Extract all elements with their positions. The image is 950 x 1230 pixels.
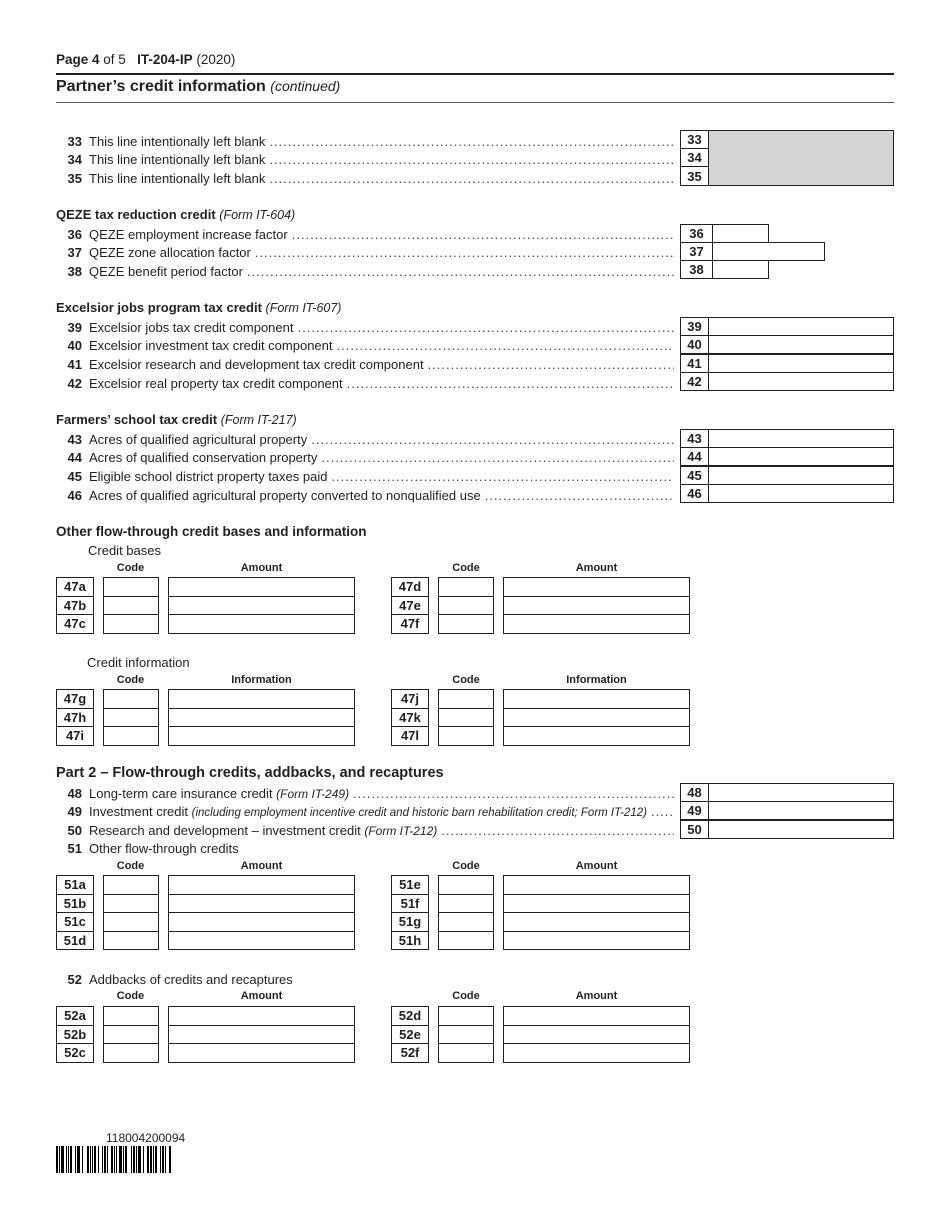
box-label-44: 44 [680, 447, 709, 466]
line-label: Research and development – investment credit [89, 822, 361, 838]
page-header [56, 52, 235, 67]
part2-heading: Part 2 – Flow-through credits, addbacks, and recaptures [56, 765, 444, 781]
header-rule [56, 73, 894, 75]
box-label-42: 42 [680, 372, 709, 391]
line-number: 44 [67, 449, 82, 465]
amount-input[interactable] [503, 689, 690, 709]
box-label-40: 40 [680, 335, 709, 354]
amount-input[interactable] [168, 931, 355, 951]
page-title [56, 78, 340, 96]
code-input[interactable] [103, 875, 159, 895]
leader-dots [337, 338, 675, 353]
line-number: 37 [67, 244, 82, 260]
box-label-33: 33 [680, 130, 709, 149]
line-number: 51 [67, 840, 82, 856]
code-input[interactable] [438, 689, 494, 709]
input-46[interactable] [708, 484, 894, 503]
leader-dots [485, 488, 674, 503]
section-heading-excelsior [56, 300, 341, 315]
line-number: 45 [67, 468, 82, 484]
amount-input[interactable] [503, 708, 690, 728]
code-input[interactable] [438, 614, 494, 634]
grid-line-label: 51g [391, 912, 429, 932]
line-text: This line intentionally left blank [89, 151, 266, 167]
input-41[interactable] [708, 354, 894, 373]
code-input[interactable] [438, 1006, 494, 1026]
line-label: Long-term care insurance credit [89, 785, 273, 801]
input-42[interactable] [708, 372, 894, 391]
line-52 [56, 970, 674, 988]
code-input[interactable] [103, 1043, 159, 1063]
grid-line-label: 47i [56, 726, 94, 746]
amount-input[interactable] [168, 912, 355, 932]
line-number: 48 [67, 785, 82, 801]
grid-line-label: 51b [56, 894, 94, 914]
grid-line-label: 47h [56, 708, 94, 728]
code-input[interactable] [103, 1006, 159, 1026]
leader-dots [353, 786, 674, 801]
input-48[interactable] [708, 783, 894, 802]
leader-dots [441, 823, 674, 838]
amount-input[interactable] [503, 577, 690, 597]
code-input[interactable] [438, 931, 494, 951]
code-input[interactable] [438, 912, 494, 932]
box-label-46: 46 [680, 484, 709, 503]
code-input[interactable] [103, 726, 159, 746]
line-text: Acres of qualified conservation property [89, 449, 318, 465]
line-number: 34 [67, 151, 82, 167]
grid-line-label: 47g [56, 689, 94, 709]
col-header-code: Code [116, 990, 145, 1002]
line-number: 42 [67, 375, 82, 391]
leader-dots [269, 134, 674, 149]
form-year: (2020) [196, 52, 236, 67]
col-header-amount: Amount [575, 860, 618, 872]
leader-dots [269, 152, 674, 167]
input-36[interactable] [712, 224, 769, 243]
line-text [89, 786, 349, 801]
grid-line-label: 51c [56, 912, 94, 932]
box-label-39: 39 [680, 317, 709, 336]
credit-info-label: Credit information [87, 655, 190, 670]
line-46 [56, 486, 674, 504]
heading-form: (Form IT-217) [220, 413, 297, 427]
leader-dots [311, 432, 674, 447]
grid-line-label: 47a [56, 577, 94, 597]
line-number: 41 [67, 356, 82, 372]
amount-input[interactable] [503, 1043, 690, 1063]
line-44 [56, 448, 674, 466]
line-text: Other flow-through credits [89, 840, 239, 856]
line-36 [56, 225, 674, 243]
line-text: Excelsior investment tax credit component [89, 337, 333, 353]
grid-line-label: 51a [56, 875, 94, 895]
code-input[interactable] [438, 1043, 494, 1063]
amount-input[interactable] [168, 875, 355, 895]
line-number: 52 [67, 971, 82, 987]
amount-input[interactable] [168, 708, 355, 728]
col-header-code: Code [452, 562, 480, 574]
code-input[interactable] [438, 726, 494, 746]
amount-input[interactable] [168, 726, 355, 746]
line-text: Eligible school district property taxes paid [89, 468, 328, 484]
leader-dots [428, 357, 674, 372]
grid-line-label: 47j [391, 689, 429, 709]
grid-line-label: 51d [56, 931, 94, 951]
box-label-37: 37 [680, 242, 713, 261]
line-39 [56, 318, 674, 336]
line-40 [56, 336, 674, 354]
heading-text: Excelsior jobs program tax credit [56, 300, 262, 315]
input-43[interactable] [708, 429, 894, 448]
grid-line-label: 52e [391, 1025, 429, 1045]
leader-dots [269, 171, 674, 186]
amount-input[interactable] [168, 1025, 355, 1045]
code-input[interactable] [103, 596, 159, 616]
line-text [89, 823, 437, 838]
input-44[interactable] [708, 447, 894, 466]
line-text: QEZE benefit period factor [89, 263, 243, 279]
leader-dots [297, 320, 674, 335]
line-text: Excelsior research and development tax credit component [89, 356, 424, 372]
col-header-amount: Amount [240, 990, 283, 1002]
col-header-code: Code [116, 562, 145, 574]
line-51 [56, 839, 674, 857]
col-header-information: Information [566, 674, 627, 686]
amount-input[interactable] [503, 931, 690, 951]
line-text: Acres of qualified agricultural property converted to nonqualified use [89, 487, 481, 503]
box-label-49: 49 [680, 801, 709, 820]
code-input[interactable] [438, 596, 494, 616]
code-input[interactable] [103, 614, 159, 634]
heading-form: (Form IT-604) [219, 208, 296, 222]
input-40[interactable] [708, 335, 894, 354]
leader-dots [331, 469, 674, 484]
heading-text: Farmers’ school tax credit [56, 412, 218, 427]
heading-text: QEZE tax reduction credit [56, 207, 216, 222]
line-33 [56, 132, 674, 150]
credit-bases-label: Credit bases [88, 543, 161, 558]
line-text: QEZE zone allocation factor [89, 244, 251, 260]
line-text: Addbacks of credits and recaptures [89, 971, 293, 987]
amount-input[interactable] [503, 726, 690, 746]
grid-line-label: 47l [391, 726, 429, 746]
page-count: of 5 [103, 52, 126, 67]
amount-input[interactable] [168, 1006, 355, 1026]
amount-input[interactable] [168, 689, 355, 709]
box-label-43: 43 [680, 429, 709, 448]
grid-line-label: 52f [391, 1043, 429, 1063]
grid-line-label: 47c [56, 614, 94, 634]
input-37[interactable] [712, 242, 825, 261]
title-main: Partner’s credit information [56, 78, 266, 95]
leader-dots [347, 376, 674, 391]
barcode-number: 118004200094 [106, 1131, 186, 1145]
box-label-38: 38 [680, 260, 713, 279]
line-text: Excelsior jobs tax credit component [89, 319, 294, 335]
leader-dots [651, 804, 674, 819]
line-form: (Form IT-212) [364, 823, 438, 838]
grid-line-label: 52d [391, 1006, 429, 1026]
grid-line-label: 47b [56, 596, 94, 616]
line-41 [56, 355, 674, 373]
title-rule [56, 102, 894, 103]
amount-input[interactable] [503, 912, 690, 932]
grid-line-label: 52c [56, 1043, 94, 1063]
leader-dots [255, 245, 674, 260]
amount-input[interactable] [168, 577, 355, 597]
input-38[interactable] [712, 260, 769, 279]
leader-dots [292, 227, 674, 242]
code-input[interactable] [438, 894, 494, 914]
code-input[interactable] [103, 912, 159, 932]
shaded-blank-box [708, 130, 894, 186]
section-heading-farmers [56, 412, 297, 427]
col-header-code: Code [116, 860, 145, 872]
line-number: 38 [67, 263, 82, 279]
col-header-code: Code [116, 674, 145, 686]
box-label-45: 45 [680, 466, 709, 485]
grid-line-label: 47e [391, 596, 429, 616]
amount-input[interactable] [168, 894, 355, 914]
col-header-code: Code [452, 674, 480, 686]
leader-dots [247, 264, 674, 279]
leader-dots [321, 450, 674, 465]
grid-line-label: 51h [391, 931, 429, 951]
line-49 [56, 802, 674, 820]
col-header-information: Information [231, 674, 292, 686]
line-number: 36 [67, 226, 82, 242]
line-42 [56, 374, 674, 392]
line-number: 35 [67, 170, 82, 186]
grid-line-label: 52b [56, 1025, 94, 1045]
grid-line-label: 47d [391, 577, 429, 597]
line-number: 49 [67, 803, 82, 819]
line-text: This line intentionally left blank [89, 133, 266, 149]
section-heading-other: Other flow-through credit bases and information [56, 524, 367, 539]
heading-form: (Form IT-607) [265, 301, 342, 315]
line-form: (Form IT-249) [276, 786, 350, 801]
col-header-amount: Amount [575, 562, 618, 574]
line-48 [56, 784, 674, 802]
line-form: (including employment incentive credit and historic barn rehabilitation credit; Form IT-212) [191, 806, 647, 819]
line-label: Investment credit [89, 803, 188, 819]
box-label-36: 36 [680, 224, 713, 243]
code-input[interactable] [103, 1025, 159, 1045]
code-input[interactable] [103, 708, 159, 728]
line-text: QEZE employment increase factor [89, 226, 288, 242]
box-label-48: 48 [680, 783, 709, 802]
input-39[interactable] [708, 317, 894, 336]
line-34 [56, 150, 674, 168]
box-label-34: 34 [680, 148, 709, 167]
col-header-code: Code [452, 860, 480, 872]
line-text: Acres of qualified agricultural property [89, 431, 308, 447]
grid-line-label: 51e [391, 875, 429, 895]
col-header-amount: Amount [575, 990, 618, 1002]
grid-line-label: 47f [391, 614, 429, 634]
line-number: 33 [67, 133, 82, 149]
box-label-35: 35 [680, 166, 709, 186]
code-input[interactable] [103, 931, 159, 951]
amount-input[interactable] [168, 596, 355, 616]
line-50 [56, 821, 674, 839]
line-number: 50 [67, 822, 82, 838]
code-input[interactable] [103, 689, 159, 709]
form-id: IT-204-IP [137, 52, 193, 67]
section-heading-qeze [56, 207, 295, 222]
line-45 [56, 467, 674, 485]
col-header-amount: Amount [240, 562, 283, 574]
line-text: This line intentionally left blank [89, 170, 266, 186]
amount-input[interactable] [168, 1043, 355, 1063]
line-number: 39 [67, 319, 82, 335]
grid-line-label: 52a [56, 1006, 94, 1026]
input-45[interactable] [708, 466, 894, 485]
amount-input[interactable] [503, 894, 690, 914]
line-number: 40 [67, 337, 82, 353]
line-37 [56, 243, 674, 261]
grid-line-label: 51f [391, 894, 429, 914]
input-49[interactable] [708, 801, 894, 820]
amount-input[interactable] [503, 875, 690, 895]
amount-input[interactable] [503, 1025, 690, 1045]
code-input[interactable] [438, 875, 494, 895]
line-34 [56, 169, 674, 187]
line-38 [56, 262, 674, 280]
amount-input[interactable] [168, 614, 355, 634]
line-text [89, 804, 647, 819]
line-number: 43 [67, 431, 82, 447]
code-input[interactable] [103, 577, 159, 597]
amount-input[interactable] [503, 596, 690, 616]
box-label-41: 41 [680, 354, 709, 373]
page-number: Page 4 [56, 52, 100, 67]
line-43 [56, 430, 674, 448]
grid-line-label: 47k [391, 708, 429, 728]
col-header-amount: Amount [240, 860, 283, 872]
code-input[interactable] [103, 894, 159, 914]
box-label-50: 50 [680, 820, 709, 839]
title-suffix: (continued) [270, 78, 341, 94]
amount-input[interactable] [503, 614, 690, 634]
line-number: 46 [67, 487, 82, 503]
line-text: Excelsior real property tax credit component [89, 375, 343, 391]
col-header-code: Code [452, 990, 480, 1002]
amount-input[interactable] [503, 1006, 690, 1026]
code-input[interactable] [438, 577, 494, 597]
code-input[interactable] [438, 708, 494, 728]
code-input[interactable] [438, 1025, 494, 1045]
input-50[interactable] [708, 820, 894, 839]
barcode [56, 1146, 172, 1173]
